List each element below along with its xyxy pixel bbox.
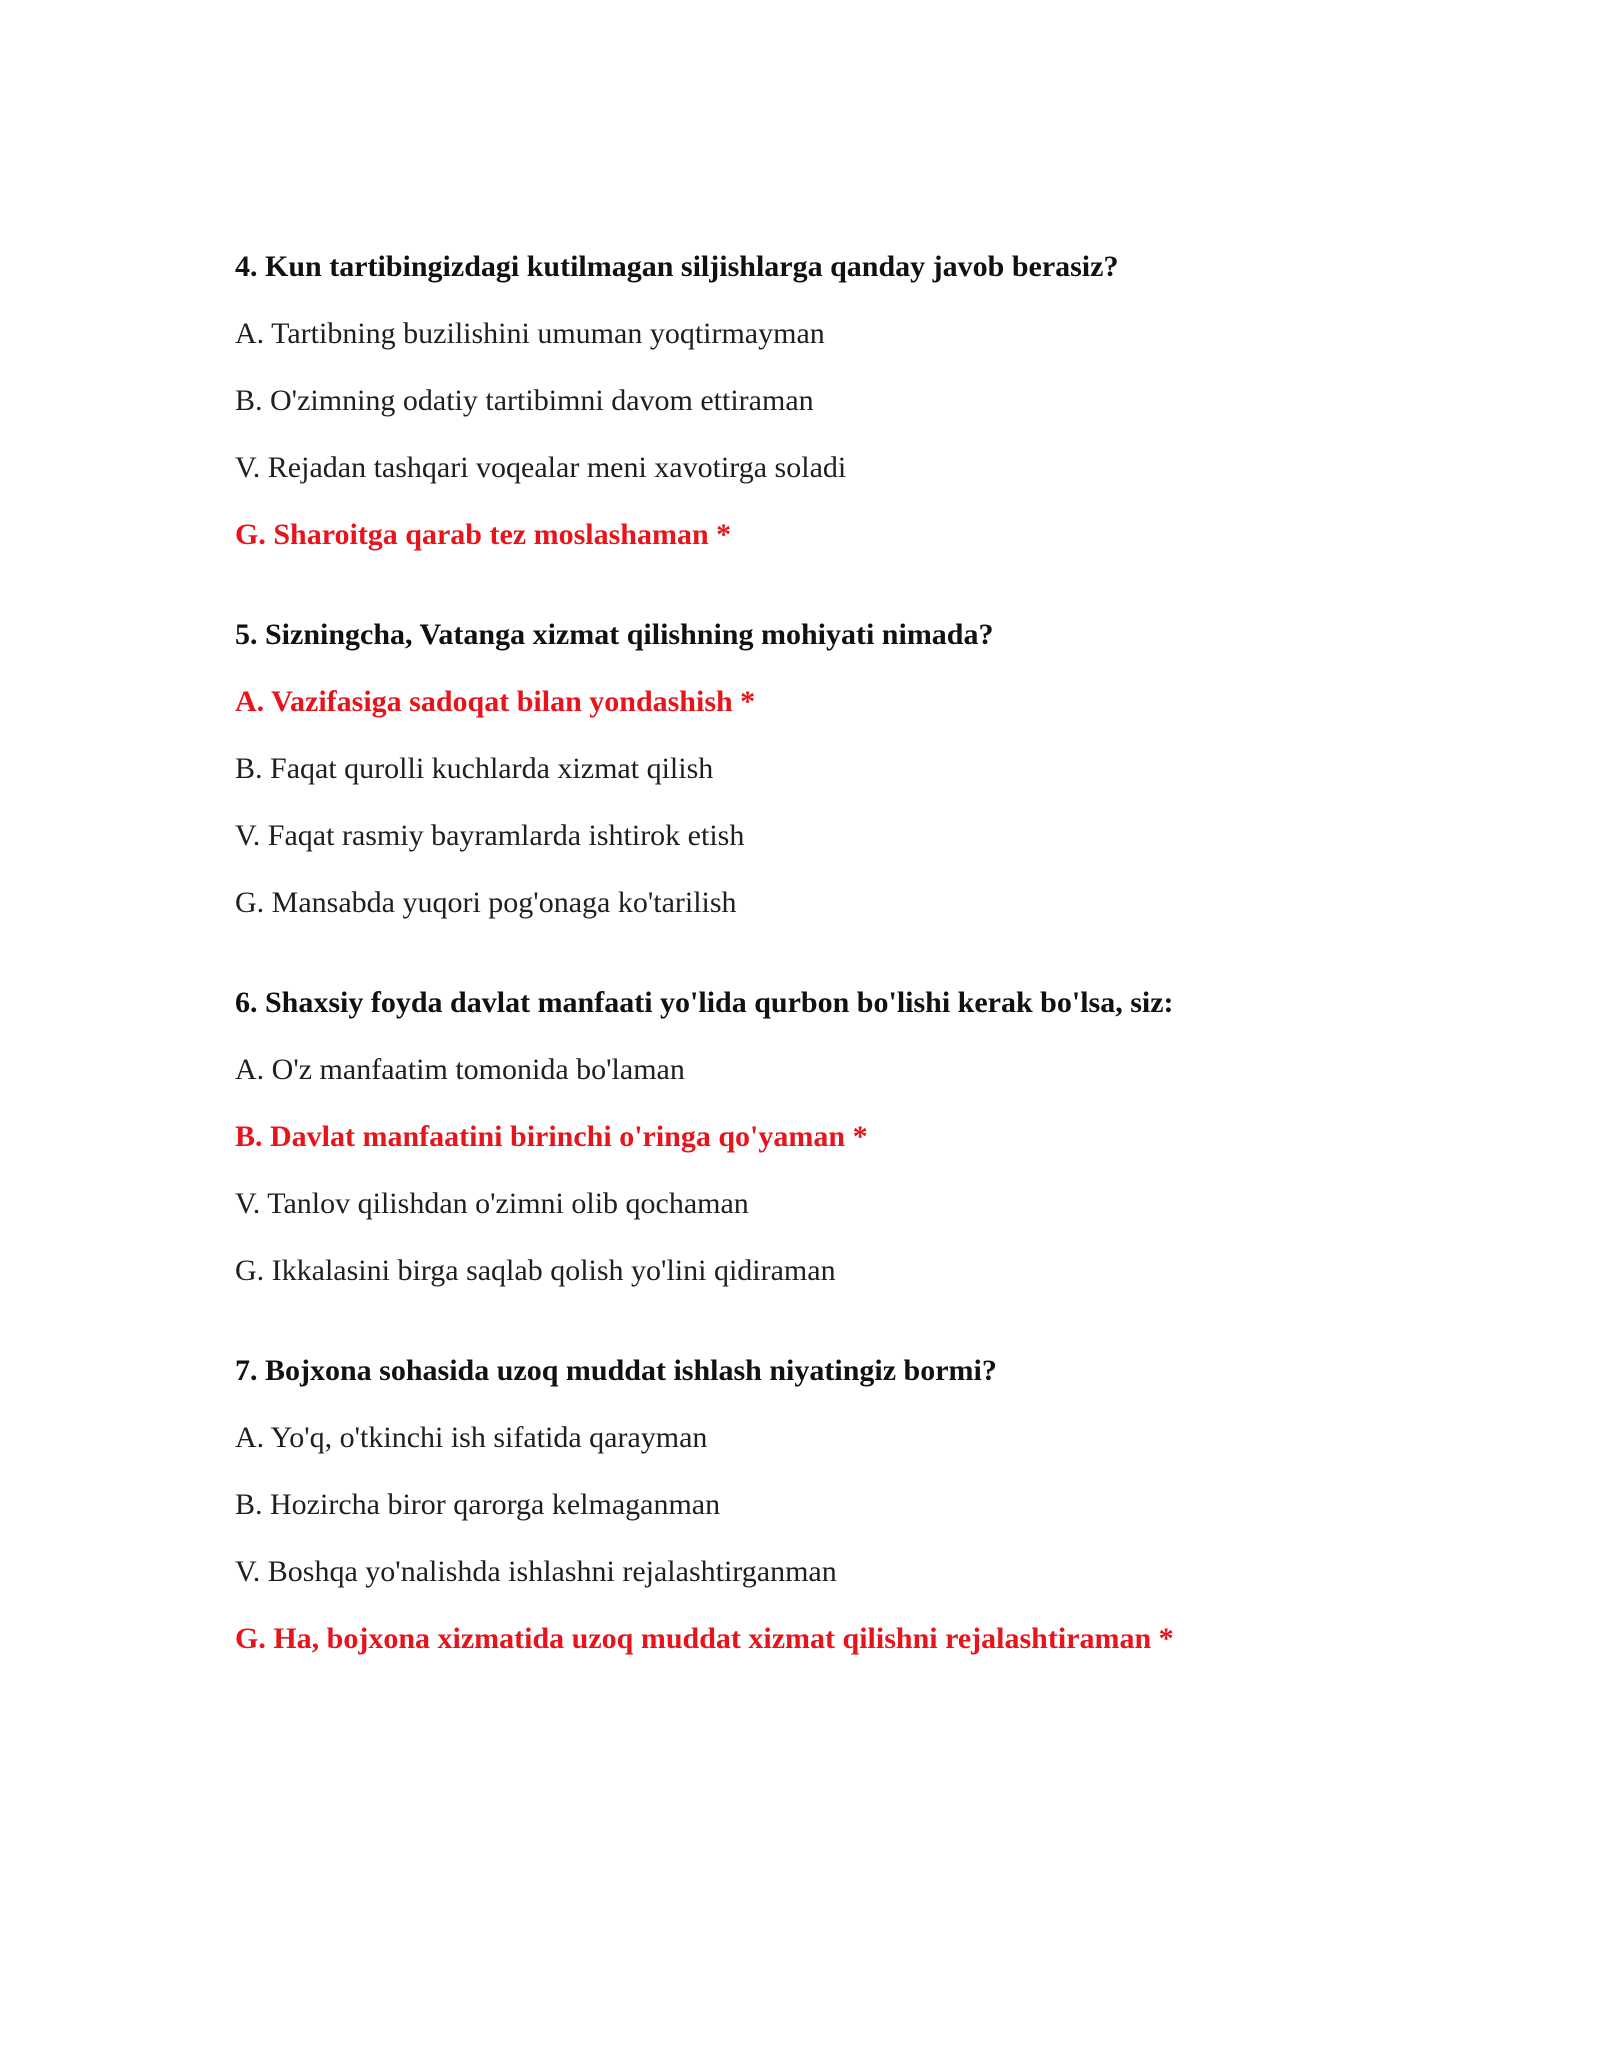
answer-option: G. Ikkalasini birga saqlab qolish yo'lini qidiraman	[235, 1254, 836, 1287]
question-title: 7. Bojxona sohasida uzoq muddat ishlash niyatingiz bormi?	[235, 1354, 997, 1387]
question-title: 6. Shaxsiy foyda davlat manfaati yo'lida qurbon bo'lishi kerak bo'lsa, siz:	[235, 986, 1174, 1019]
correct-answer-option: A. Vazifasiga sadoqat bilan yondashish *	[235, 685, 756, 718]
question-title: 4. Kun tartibingizdagi kutilmagan siljishlarga qanday javob berasiz?	[235, 250, 1119, 283]
question-list	[235, 250, 1435, 1722]
answer-option: A. Tartibning buzilishini umuman yoqtirmayman	[235, 317, 825, 350]
answer-option: V. Boshqa yo'nalishda ishlashni rejalashtirganman	[235, 1555, 837, 1588]
question-6	[235, 986, 1435, 1288]
question-4	[235, 250, 1435, 552]
answer-option: G. Mansabda yuqori pog'onaga ko'tarilish	[235, 886, 737, 919]
question-5	[235, 618, 1435, 920]
answer-option: V. Rejadan tashqari voqealar meni xavotirga soladi	[235, 451, 847, 484]
answer-option: V. Faqat rasmiy bayramlarda ishtirok etish	[235, 819, 745, 852]
correct-answer-option: G. Ha, bojxona xizmatida uzoq muddat xizmat qilishni rejalashtiraman *	[235, 1622, 1174, 1655]
answer-option: A. O'z manfaatim tomonida bo'laman	[235, 1053, 685, 1086]
correct-answer-option: B. Davlat manfaatini birinchi o'ringa qo'yaman *	[235, 1120, 868, 1153]
answer-option: V. Tanlov qilishdan o'zimni olib qochaman	[235, 1187, 749, 1220]
correct-answer-option: G. Sharoitga qarab tez moslashaman *	[235, 518, 732, 551]
answer-option: B. Faqat qurolli kuchlarda xizmat qilish	[235, 752, 714, 785]
question-title: 5. Sizningcha, Vatanga xizmat qilishning mohiyati nimada?	[235, 618, 994, 651]
answer-option: A. Yo'q, o'tkinchi ish sifatida qarayman	[235, 1421, 708, 1454]
answer-option: B. Hozircha biror qarorga kelmaganman	[235, 1488, 721, 1521]
question-7	[235, 1354, 1435, 1656]
answer-option: B. O'zimning odatiy tartibimni davom ettiraman	[235, 384, 814, 417]
